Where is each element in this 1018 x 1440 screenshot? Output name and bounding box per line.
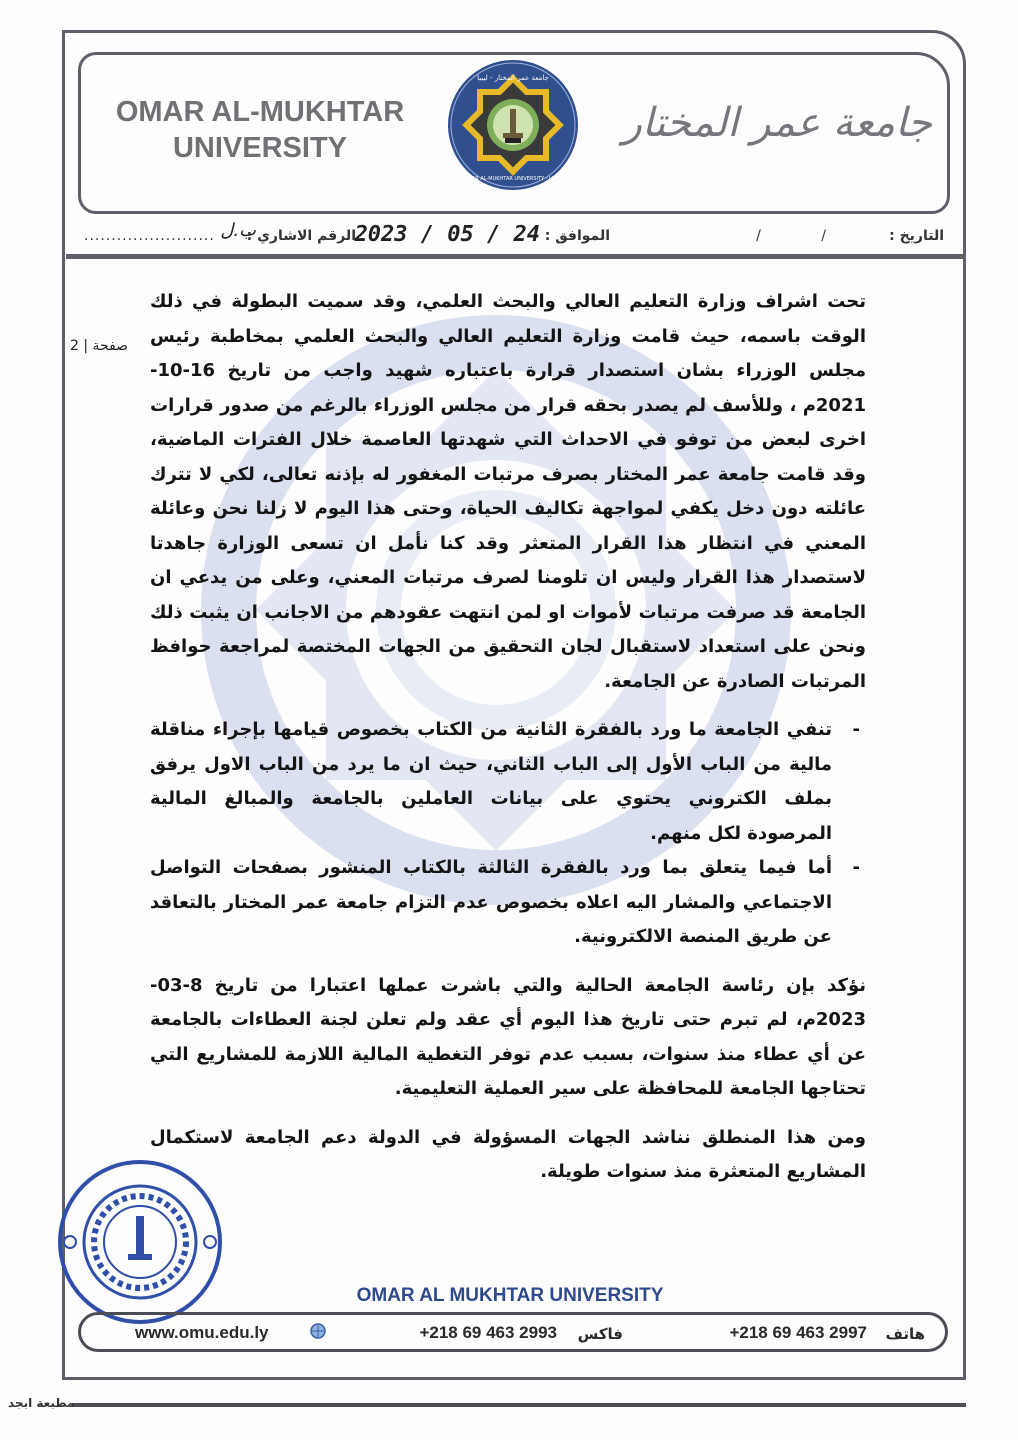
university-logo-icon bbox=[446, 58, 580, 192]
globe-icon bbox=[309, 1321, 327, 1346]
printer-credit: مطبعة ابجد bbox=[8, 1396, 75, 1410]
university-name-line2: UNIVERSITY bbox=[172, 132, 348, 164]
phone-number: +218 69 463 2997 bbox=[729, 1323, 867, 1342]
body-paragraph: نؤكد بإن رئاسة الجامعة الحالية والتي باشرت عملها اعتبارا من تاريخ 8-03-2023م، لم تبرم حتى تاريخ هذا اليوم أي عقد ولم تعلن لجنة العطاءات بالجامعة عن أي عطاء منذ سنوات، بسبب عدم توفر التغطية المالية اللازمة للمشاريع التي تحتاجها الجامعة للمحافظة على سير العملية التعليمية. bbox=[150, 974, 866, 1099]
fax-label: فاكس bbox=[577, 1325, 623, 1343]
university-name-line1: OMAR AL-MUKHTAR bbox=[115, 96, 405, 128]
letter-body bbox=[150, 285, 866, 1190]
reference-number-value: ب.ل bbox=[220, 220, 256, 241]
date-label: التاريخ : bbox=[889, 228, 944, 244]
website-link[interactable]: www.omu.edu.ly bbox=[135, 1323, 269, 1342]
body-paragraph: ومن هذا المنطلق نناشد الجهات المسؤولة في الدولة دعم الجامعة لاستكمال المشاريع المتعثرة منذ سنوات طويلة. bbox=[150, 1126, 866, 1182]
body-paragraph: تحت اشراف وزارة التعليم العالي والبحث العلمي، وقد سميت البطولة في ذلك الوقت باسمه، حيث قامت وزارة التعليم العالي والبحث العلمي بمخاطبة رئيس مجلس الوزراء بشان استصدار قرارة باعتباره شهيد واجب من تاريخ 16-10-2021م ، وللأسف لم يصدر بحقه قرار من مجلس الوزراء بالرغم من صدور قرارات اخرى لبعض من توفو في الاحداث التي شهدتها العاصمة خلال الفترات الماضية، وقد قامت جامعة عمر المختار بصرف مرتبات المغفور له بإذنه تعالى، لكي لا تترك عائلته دون دخل يكفي لمواجهة تكاليف الحياة، وحتى هذا اليوم لا زلنا نحن وعائلة المعني في انتظار هذا القرار المتعثر وقد كنا نأمل ان تسعى الوزارة جاهدتا لاستصدار هذا القرار وليس ان تلومنا لصرف مرتبات المعني، وعلى من يدعي ان الجامعة قد صرفت مرتبات لأموات او لمن انتهت عقودهم من الاجانب ان يثبت ذلك ونحن على استعداد لاستقبال لجان التحقيق من الجهات المختصة لمراجعة حوافظ المرتبات الصادرة عن الجامعة. bbox=[150, 291, 866, 692]
svg-text:جامعة عمر المختار - ليبيا: جامعة عمر المختار - ليبيا bbox=[477, 74, 549, 82]
phone-label: هاتف bbox=[885, 1325, 925, 1343]
page-number: صفحة | 2 bbox=[70, 338, 129, 354]
university-name-arabic: جامعة عمر المختار bbox=[622, 100, 932, 146]
university-name-english bbox=[90, 94, 430, 166]
reference-number-label: الرقم الاشاري : bbox=[246, 228, 356, 244]
footer-university-name: OMAR AL MUKHTAR UNIVERSITY bbox=[356, 1285, 664, 1306]
reference-number-dots: ........................ bbox=[84, 228, 215, 244]
header-divider bbox=[66, 254, 964, 259]
bullet-item: - أما فيما يتعلق بما ورد بالفقرة الثالثة بالكتاب المنشور بصفحات التواصل الاجتماعي والمشار اليه اعلاه بخصوص عدم التزام جامعة عمر المختار بالتعاقد عن طريق المنصة الالكترونية. bbox=[150, 851, 866, 955]
date-value: / / bbox=[756, 228, 854, 244]
corresponding-date-label: الموافق : bbox=[544, 228, 610, 244]
fax-number: +218 69 463 2993 bbox=[419, 1323, 557, 1342]
bullet-item: - تنفي الجامعة ما ورد بالفقرة الثانية من الكتاب بخصوص قيامها بإجراء مناقلة مالية من الباب الأول إلى الباب الثاني، حيث ان ما يرد من الباب الاول يرفق بملف الكتروني يحتوي على بيانات العاملين بالجامعة والمبالغ المالية المرصودة لكل منهم. bbox=[150, 713, 866, 851]
footer-divider bbox=[72, 1403, 966, 1407]
letter-meta-row bbox=[78, 222, 950, 252]
corresponding-date-value: 2023 / 05 / 24 bbox=[354, 222, 540, 247]
official-stamp-icon bbox=[56, 1158, 224, 1326]
footer-contact-bar bbox=[78, 1312, 948, 1352]
bullet-list bbox=[150, 713, 866, 955]
svg-text:OMAR AL-MUKHTAR UNIVERSITY · L: OMAR AL-MUKHTAR UNIVERSITY · LIBYA bbox=[463, 176, 563, 182]
